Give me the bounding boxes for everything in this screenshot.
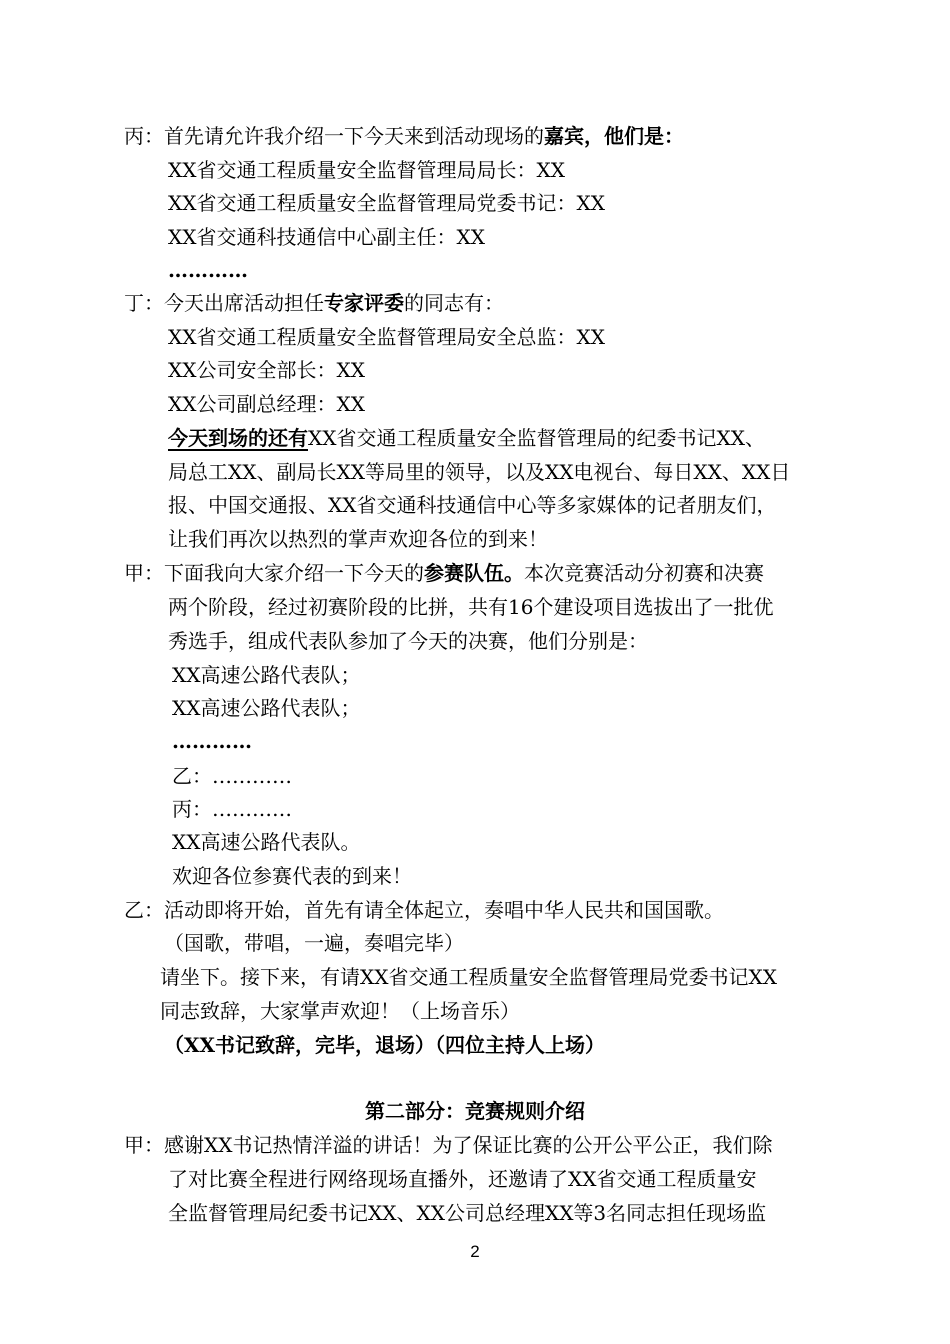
rules-line: 全监督管理局纪委书记XX、XX公司总经理XX等3名同志担任现场监 xyxy=(168,1201,767,1225)
section-heading: 第二部分：竞赛规则介绍 xyxy=(365,1099,585,1123)
rules-line: 了对比赛全程进行网络现场直播外，还邀请了XX省交通工程质量安 xyxy=(168,1167,757,1191)
teams-line: 两个阶段，经过初赛阶段的比拼，共有16个建设项目选拔出了一批优 xyxy=(168,595,774,619)
team-line: XX高速公路代表队； xyxy=(172,663,361,687)
also-present-line: 报、中国交通报、XX省交通科技通信中心等多家媒体的记者朋友们， xyxy=(168,493,777,517)
team-line: XX高速公路代表队。 xyxy=(172,830,361,854)
judge-line: XX公司安全部长：XX xyxy=(168,358,365,382)
judge-line: XX省交通工程质量安全监督管理局安全总监：XX xyxy=(168,325,605,349)
ellipsis-line: ………… xyxy=(168,258,248,282)
welcome-line: 欢迎各位参赛代表的到来！ xyxy=(172,864,412,888)
ellipsis-line: ………… xyxy=(172,729,252,753)
also-present-line: 让我们再次以热烈的掌声欢迎各位的到来！ xyxy=(168,527,548,551)
also-present-line: 局总工XX、副局长XX等局里的领导，以及XX电视台、每日XX、XX日 xyxy=(168,460,791,484)
para-teams-intro: 甲：下面我向大家介绍一下今天的参赛队伍。本次竞赛活动分初赛和决赛 xyxy=(124,561,764,585)
teams-line: 秀选手，组成代表队参加了今天的决赛，他们分别是： xyxy=(168,629,648,653)
page-number: 2 xyxy=(470,1242,480,1261)
team-line: XX高速公路代表队； xyxy=(172,696,361,720)
para-anthem: 乙：活动即将开始，首先有请全体起立，奏唱中华人民共和国国歌。 xyxy=(124,898,724,922)
para-judges-intro: 丁：今天出席活动担任专家评委的同志有： xyxy=(124,291,504,315)
stage-direction: （国歌，带唱，一遍，奏唱完毕） xyxy=(164,931,464,955)
team-line: 乙：………… xyxy=(172,764,292,788)
speech-line: 同志致辞，大家掌声欢迎！（上场音乐） xyxy=(160,999,520,1023)
speech-line: 请坐下。接下来，有请XX省交通工程质量安全监督管理局党委书记XX xyxy=(160,965,777,989)
judge-line: XX公司副总经理：XX xyxy=(168,392,365,416)
para-rules: 甲：感谢XX书记热情洋溢的讲话！为了保证比赛的公开公平公正，我们除 xyxy=(124,1133,773,1157)
para-guests-intro: 丙：首先请允许我介绍一下今天来到活动现场的嘉宾，他们是： xyxy=(124,124,684,148)
stage-direction: （XX书记致辞，完毕，退场）（四位主持人上场） xyxy=(164,1033,606,1057)
team-line: 丙：………… xyxy=(172,797,292,821)
guest-line: XX省交通工程质量安全监督管理局局长：XX xyxy=(168,158,565,182)
guest-line: XX省交通科技通信中心副主任：XX xyxy=(168,225,485,249)
guest-line: XX省交通工程质量安全监督管理局党委书记：XX xyxy=(168,191,605,215)
also-present-line: 今天到场的还有XX省交通工程质量安全监督管理局的纪委书记XX、 xyxy=(168,426,765,450)
